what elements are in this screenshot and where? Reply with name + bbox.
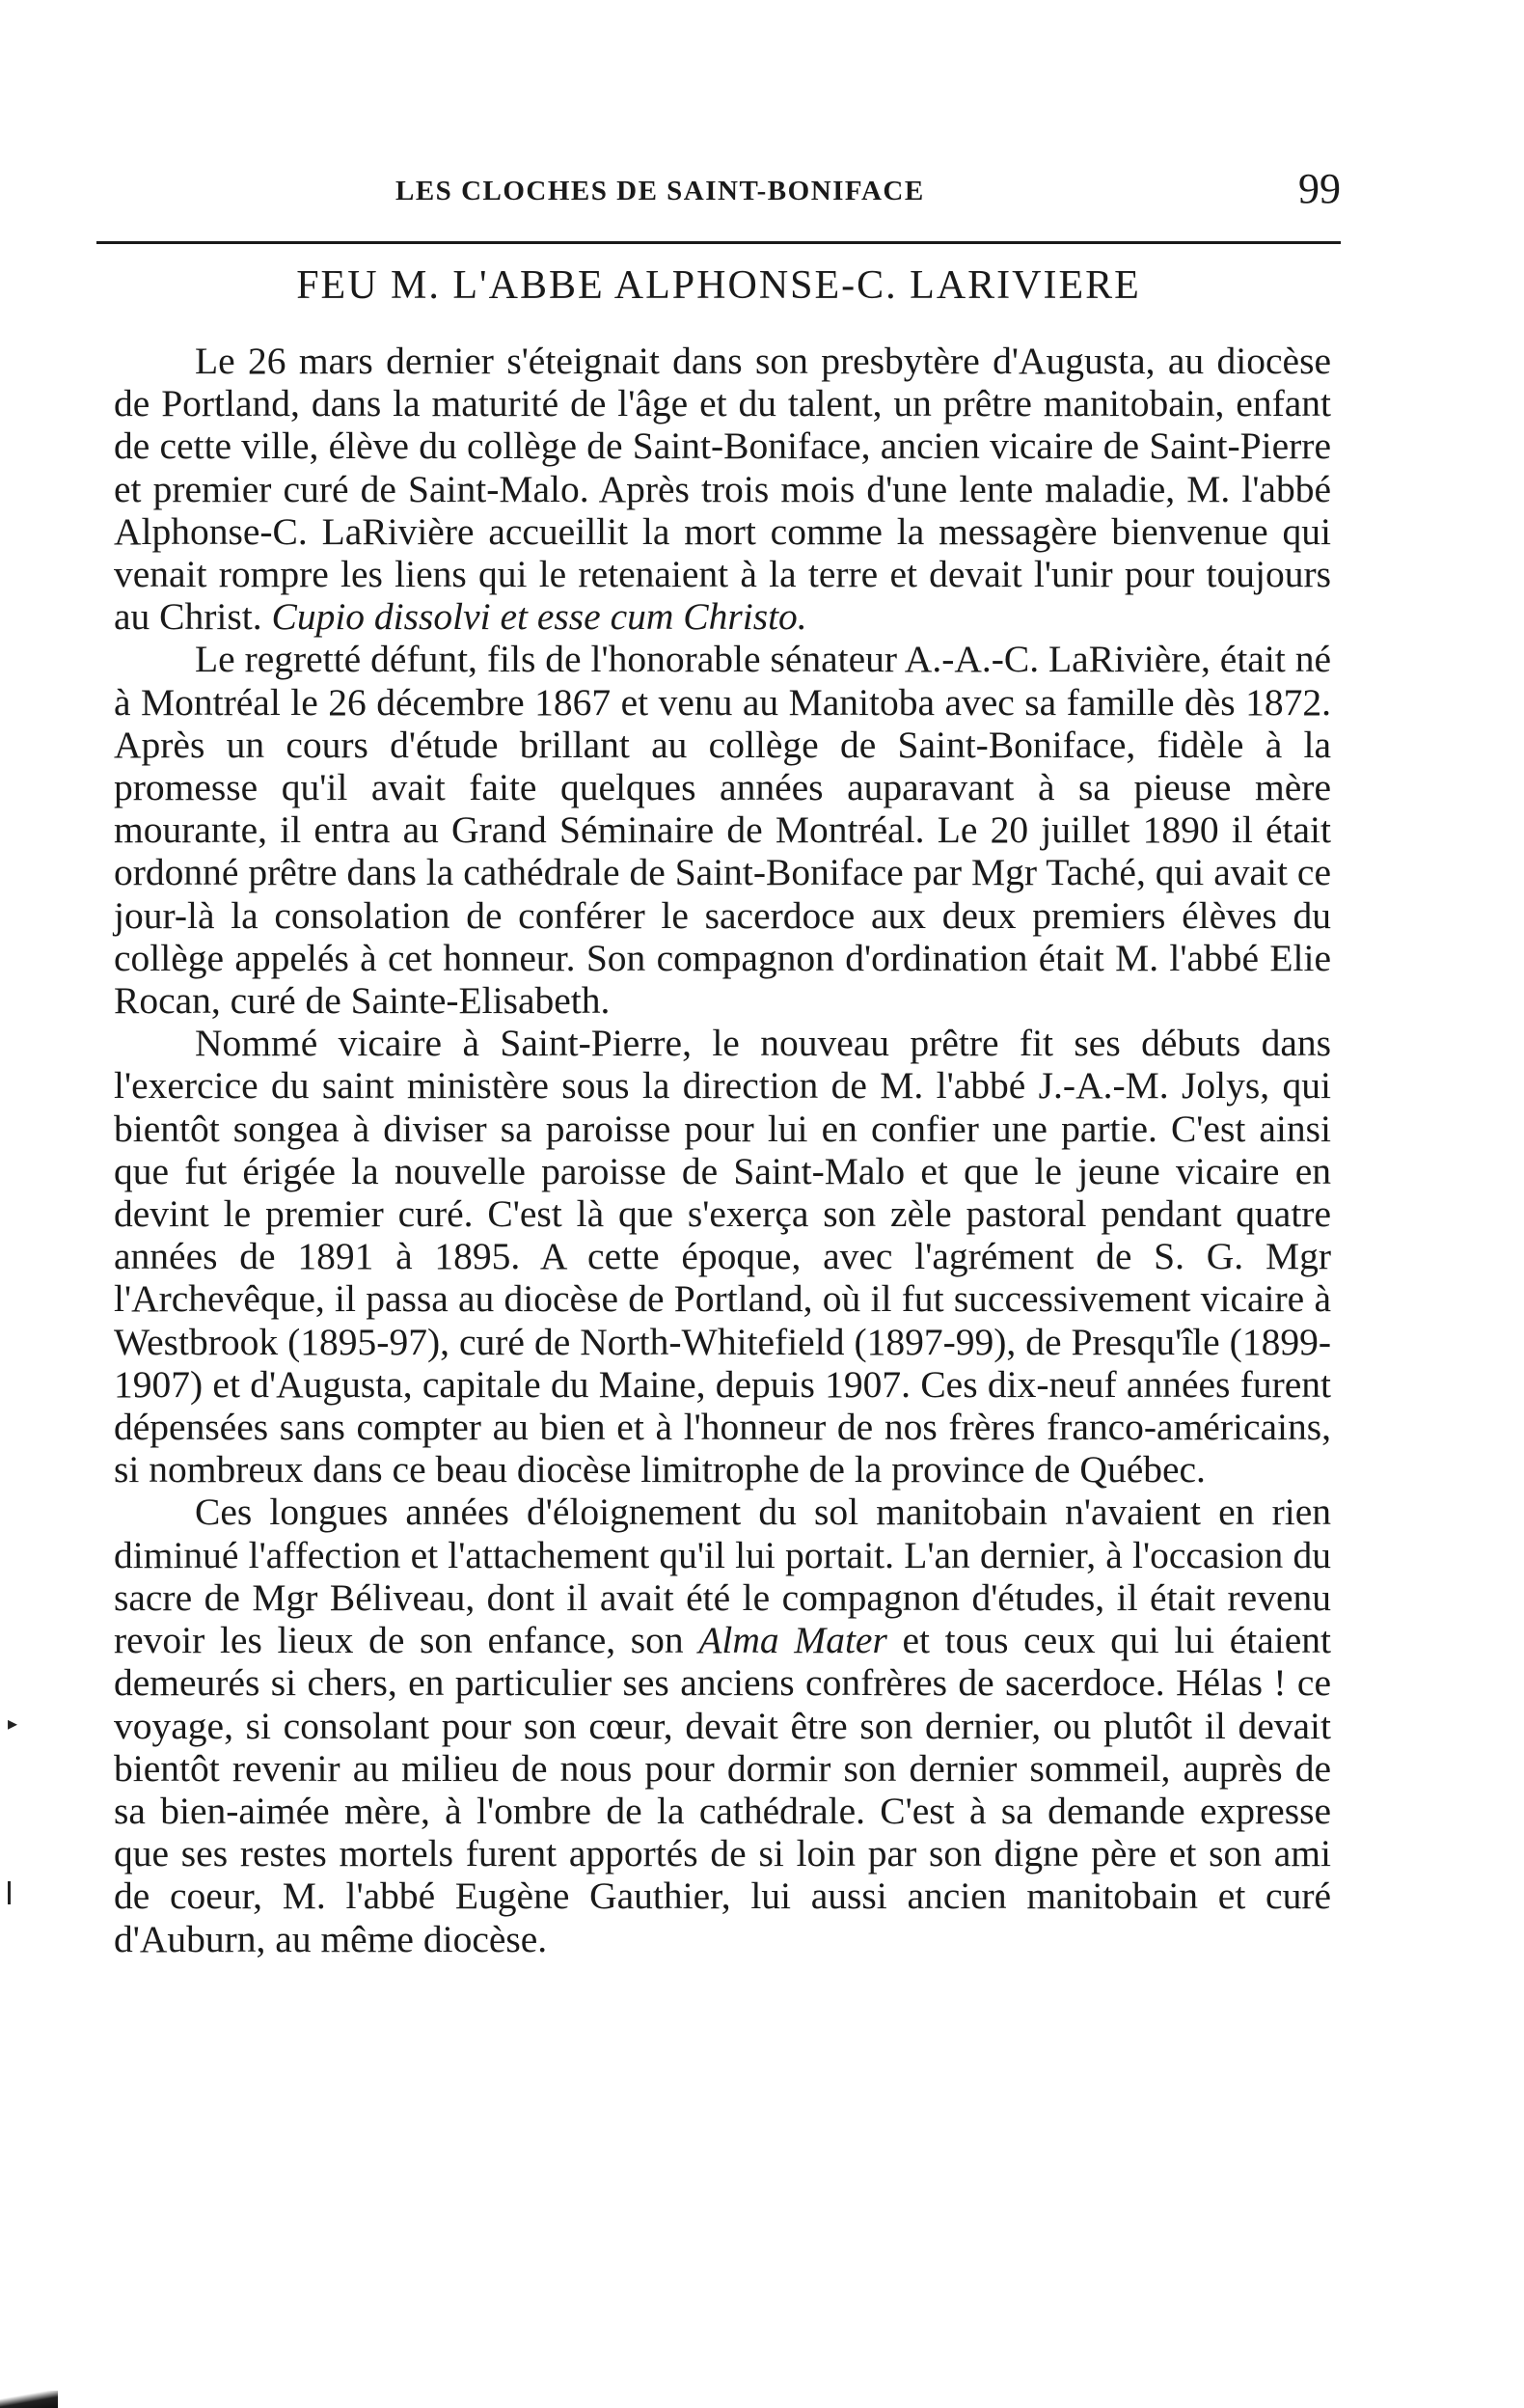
paragraph-2-text: Le regretté défunt, fils de l'honorable sénateur A.-A.-C. LaRivière, était né à Montréal le 26 décembre 1867 et venu au Manitoba avec sa famille dès 1872. Après un cours d'étude brillant au collège de Saint-Boniface, fidèle à la promesse qu'il avait faite quelques années auparavant à sa pieuse mère mourante, il entra au Grand Séminaire de Montréal. Le 20 juillet 1890 il était ordonné prêtre dans la cathédrale de Saint-Boniface par Mgr Taché, qui avait ce jour-là la consolation de conférer le sacerdoce aux deux premiers élèves du collège appelés à cet honneur. Son compagnon d'ordination était M. l'abbé Elie Rocan, curé de Sainte-Elisabeth. (114, 638, 1331, 1023)
latin-quote: Cupio dissolvi et esse cum Christo. (271, 595, 807, 639)
running-head (96, 165, 1341, 220)
margin-arrow-mark: ▸ (8, 1711, 18, 1735)
article-title: FEU M. L'ABBE ALPHONSE-C. LARIVIERE (296, 263, 1141, 308)
paragraph-1 (114, 340, 1331, 638)
scan-smudge (0, 2391, 58, 2408)
header-rule (96, 241, 1341, 244)
running-title: LES CLOCHES DE SAINT-BONIFACE (395, 176, 925, 206)
paragraph-1-text: Le 26 mars dernier s'éteignait dans son presbytère d'Augusta, au diocèse de Portland, dans la maturité de l'âge et du talent, un prêtre manitobain, enfant de cette ville, élève du collège de Saint-Boniface, ancien vicaire de Saint-Pierre et premier curé de Saint-Malo. Après trois mois d'une lente maladie, M. l'abbé Alphonse-C. LaRivière accueillit la mort comme la messagère bienvenue qui venait rompre les liens qui le retenaient à la terre et devait l'unir pour toujours au Christ. (114, 340, 1331, 639)
article-body (114, 340, 1331, 1960)
paragraph-2 (114, 638, 1331, 1022)
alma-mater-italic: Alma Mater (698, 1619, 887, 1662)
paragraph-3-text: Nommé vicaire à Saint-Pierre, le nouveau prêtre fit ses débuts dans l'exercice du saint ministère sous la direction de M. l'abbé J.-A.-M. Jolys, qui bientôt songea à diviser sa paroisse pour lui en confier une partie. C'est ainsi que fut érigée la nouvelle paroisse de Saint-Malo et que le jeune vicaire en devint le premier curé. C'est là que s'exerça son zèle pastoral pendant quatre années de 1891 à 1895. A cette époque, avec l'agrément de S. G. Mgr l'Archevêque, il passa au diocèse de Portland, où il fut successivement vicaire à Westbrook (1895-97), curé de North-Whitefield (1897-99), de Presqu'île (1899-1907) et d'Augusta, capitale du Maine, depuis 1907. Ces dix-neuf années furent dépensées sans compter au bien et à l'honneur de nos frères franco-américains, si nombreux dans ce beau diocèse limitrophe de la province de Québec. (114, 1022, 1331, 1491)
paragraph-4-text: Ces longues années d'éloignement du sol manitobain n'avaient en rien diminué l'affection et l'attachement qu'il lui portait. L'an dernier, à l'occasion du sacre de Mgr Béliveau, dont il avait été le compagnon d'études, il était revenu revoir les lieux de son enfance, son (114, 1491, 1331, 1662)
paragraph-4 (114, 1491, 1331, 1959)
paragraph-4-text-after: et tous ceux qui lui étaient demeurés si chers, en particulier ses anciens confrères de sacerdoce. Hélas ! ce voyage, si consolant pour son cœur, devait être son dernier, ou plutôt il devait bientôt revenir au milieu de nous pour dormir son dernier sommeil, auprès de sa bien-aimée mère, à l'ombre de la cathédrale. C'est à sa demande expresse que ses restes mortels furent apportés de si loin par son digne père et son ami de coeur, M. l'abbé Eugène Gauthier, lui aussi ancien manitobain et curé d'Auburn, au même diocèse. (114, 1619, 1332, 1960)
page-number: 99 (1298, 165, 1341, 212)
margin-tick-mark (8, 1881, 11, 1904)
paragraph-3 (114, 1022, 1331, 1491)
